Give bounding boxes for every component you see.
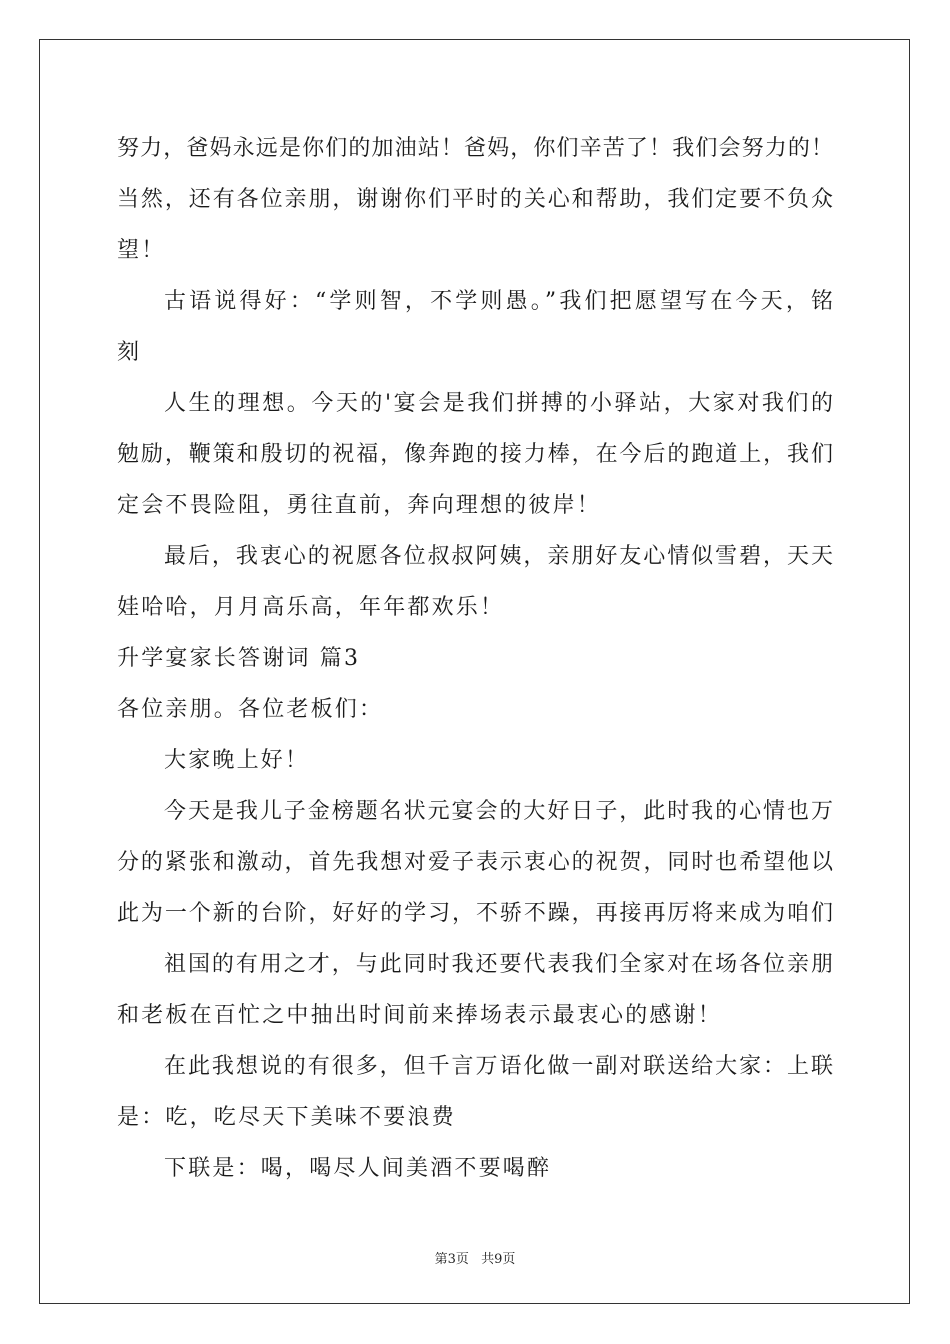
paragraph-line: 望！ — [117, 238, 166, 263]
paragraph-line: 刻 — [117, 340, 142, 365]
page-number: 第3页 — [434, 1252, 469, 1267]
paragraph-line: 分的紧张和激动，首先我想对爱子表示衷心的祝贺，同时也希望他以 — [117, 850, 833, 875]
paragraph-line: 人生的理想。今天的'宴会是我们拼搏的小驿站，大家对我们的 — [164, 391, 833, 416]
paragraph-line: 努力，爸妈永远是你们的加油站！爸妈，你们辛苦了！我们会努力的！ — [117, 136, 833, 161]
paragraph-line: 此为一个新的台阶，好好的学习，不骄不躁，再接再厉将来成为咱们 — [117, 901, 833, 926]
paragraph-line: 古语说得好：“学则智，不学则愚。”我们把愿望写在今天，铭 — [164, 289, 833, 314]
page-footer — [0, 1248, 950, 1267]
paragraph-line: 在此我想说的有很多，但千言万语化做一副对联送给大家：上联 — [164, 1054, 833, 1079]
document-body — [117, 123, 833, 1194]
section-heading: 升学宴家长答谢词 篇3 — [117, 646, 361, 671]
paragraph-line: 今天是我儿子金榜题名状元宴会的大好日子，此时我的心情也万 — [164, 799, 833, 824]
greeting: 大家晚上好！ — [164, 748, 310, 773]
paragraph-line: 最后，我衷心的祝愿各位叔叔阿姨，亲朋好友心情似雪碧，天天 — [164, 544, 833, 569]
paragraph-line: 祖国的有用之才，与此同时我还要代表我们全家对在场各位亲朋 — [164, 952, 833, 977]
page-total: 共9页 — [481, 1252, 516, 1267]
paragraph-line: 是：吃，吃尽天下美味不要浪费 — [117, 1105, 456, 1130]
paragraph-line: 娃哈哈，月月高乐高，年年都欢乐！ — [117, 595, 505, 620]
salutation: 各位亲朋。各位老板们： — [117, 697, 384, 722]
paragraph-line: 定会不畏险阻，勇往直前，奔向理想的彼岸！ — [117, 493, 602, 518]
paragraph-line: 当然，还有各位亲朋，谢谢你们平时的关心和帮助，我们定要不负众 — [117, 187, 833, 212]
paragraph-line: 和老板在百忙之中抽出时间前来捧场表示最衷心的感谢！ — [117, 1003, 723, 1028]
paragraph-line: 勉励，鞭策和殷切的祝福，像奔跑的接力棒，在今后的跑道上，我们 — [117, 442, 833, 467]
paragraph-line: 下联是：喝，喝尽人间美酒不要喝醉 — [164, 1156, 552, 1181]
